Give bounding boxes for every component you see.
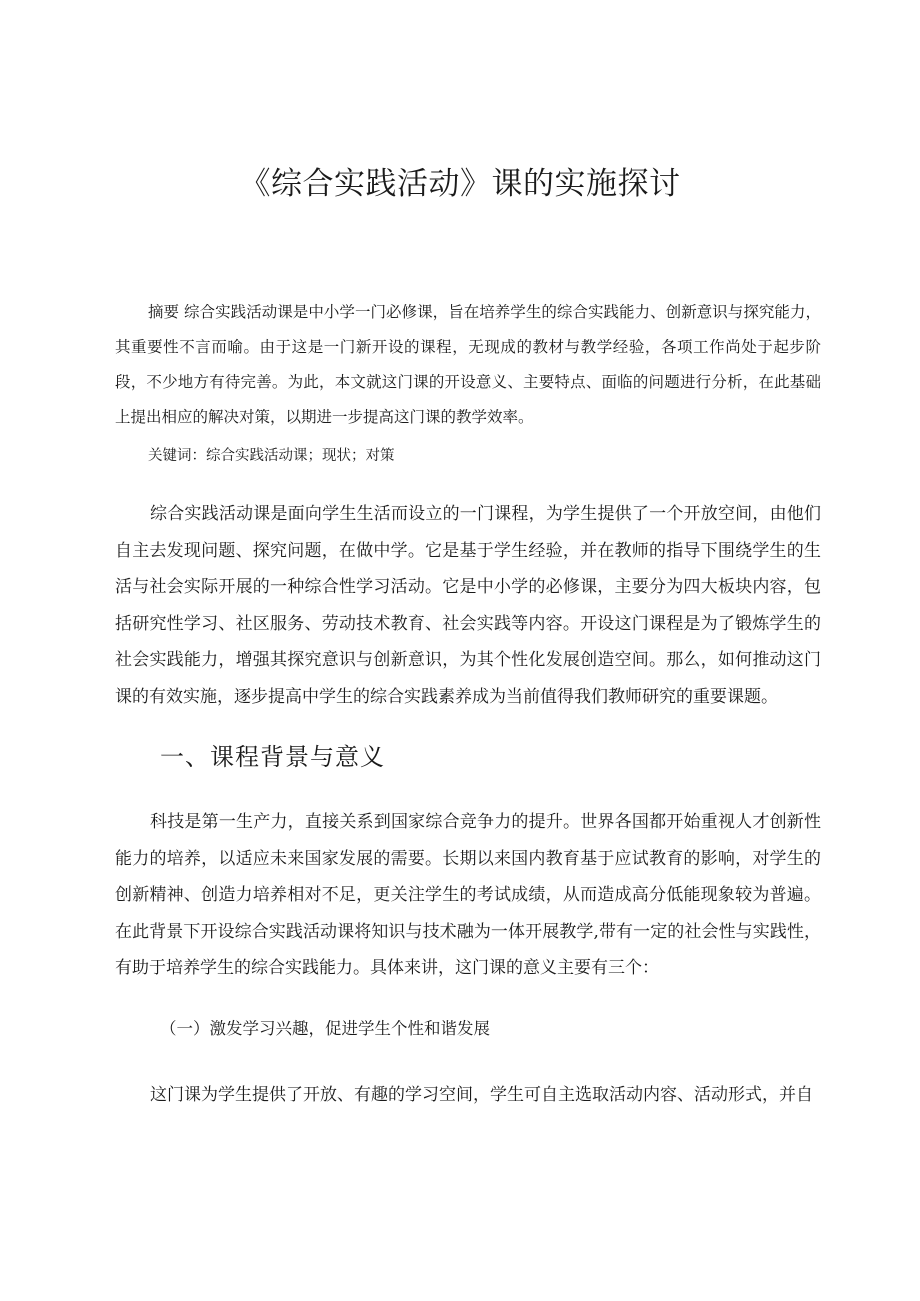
intro-paragraph: 综合实践活动课是面向学生生活而设立的一门课程，为学生提供了一个开放空间，由他们自主去发现问题、探究问题，在做中学。它是基于学生经验，并在教师的指导下围绕学生的生活与社会实际开展的一种综合性学习活动。它是中小学的必修课，主要分为四大板块内容，包括研究性学习、社区服务、劳动技术教育、社会实践等内容。开设这门课程是为了锻炼学生的社会实践能力，增强其探究意识与创新意识，为其个性化发展创造空间。那么，如何推动这门课的有效实施，逐步提高中学生的综合实践素养成为当前值得我们教师研究的重要课题。 xyxy=(115,504,821,707)
section-paragraph: 科技是第一生产力，直接关系到国家综合竞争力的提升。世界各国都开始重视人才创新性能力的培养，以适应未来国家发展的需要。长期以来国内教育基于应试教育的影响，对学生的创新精神、创造力培养相对不足，更关注学生的考试成绩，从而造成高分低能现象较为普遍。在此背景下开设综合实践活动课将知识与技术融为一体开展教学,带有一定的社会性与实践性，有助于培养学生的综合实践能力。具体来讲，这门课的意义主要有三个： xyxy=(115,812,821,978)
abstract-label: 摘要 xyxy=(148,303,180,321)
document-title: 《综合实践活动》课的实施探讨 xyxy=(239,166,681,202)
keywords-line: 关键词：综合实践活动课；现状；对策 xyxy=(148,448,395,464)
section-heading: 一、课程背景与意义 xyxy=(160,743,385,771)
abstract-text: 综合实践活动课是中小学一门必修课，旨在培养学生的综合实践能力、创新意识与探究能力，其重要性不言而喻。由于这是一门新开设的课程，无现成的教材与教学经验，各项工作尚处于起步阶段，不少地方有待完善。为此，本文就这门课的开设意义、主要特点、面临的问题进行分析，在此基础上提出相应的解决对策，以期进一步提高这门课的教学效率。 xyxy=(115,303,821,426)
abstract-paragraph xyxy=(115,295,821,435)
subsection-heading: （一）激发学习兴趣，促进学生个性和谐发展 xyxy=(160,1019,490,1038)
subsection-paragraph: 这门课为学生提供了开放、有趣的学习空间，学生可自主选取活动内容、活动形式，并自 xyxy=(150,1085,813,1105)
